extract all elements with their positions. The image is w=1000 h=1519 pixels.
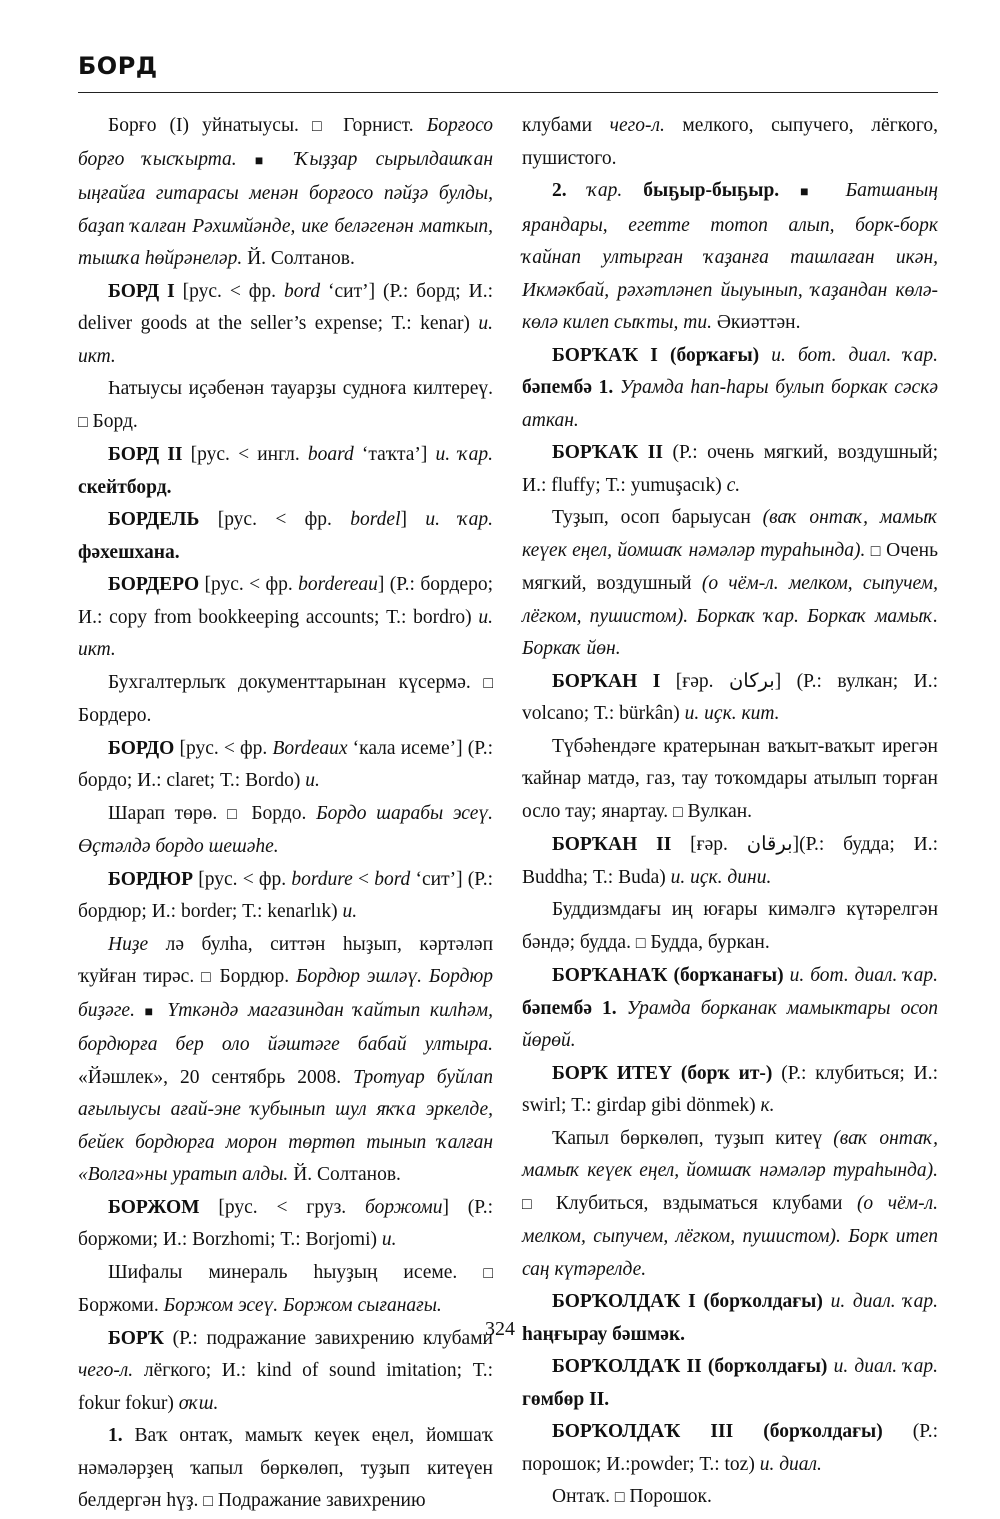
black-square-icon: ■ (254, 153, 277, 169)
entry-bordo: БОРДО [рус. < фр. Bordeaux ‘кала исеме’] (Р.: бордо; И.: claret; Т.: Bordo) и. (78, 737, 493, 791)
entry-bord-1: БОРД I [рус. < фр. bord ‘сит’] (Р.: борд; И.: deliver goods at the seller’s expense; Т.: kenar) и. икт. (78, 280, 493, 367)
headword: БОРҠАҠ I (борҡағы) (552, 344, 760, 366)
square-icon: □ (483, 674, 493, 692)
entry-bordel: БОРДЕЛЬ [рус. < фр. bordel] и. ҡар. фәхешхана. (78, 509, 493, 563)
entry-borkan-1: БОРҠАН I [ғәр. بركان] (Р.: вулкан; И.: volcano; Т.: bürkân) и. иҫк. кит. (522, 670, 938, 724)
square-icon: □ (614, 1489, 625, 1506)
running-header: БОРД (78, 52, 158, 80)
entry-definition: 2. ҡар. быҕыр-быҕыр. ■ Батшаның ярандары, егетте тотоп алып, борк-борк ҡайнап ултырған ҡаҙанға ташлаған икән, Икмәкбай, рәхәтләнеп йыуынып, ҡаҙандан көлә-көлә килеп сыҡты, ти. Әкиәттән. (522, 180, 939, 333)
headword: БОРДО (108, 737, 175, 759)
entry-borkan-2: БОРҠАН II [ғәр. برقان](Р.: будда; И.: Buddha; Т.: Buda) и. иҫк. дини. (522, 834, 938, 888)
entry-definition: Һатыусы иҫәбенән тауарҙы судноға килтереү. □ Борд. (78, 378, 493, 432)
entry-bord-2: БОРД II [рус. < ингл. board ‘таҡта’] и. ҡар. скейтборд. (78, 444, 493, 498)
headword: БОРҠ ИТЕҮ (борҡ ит-) (552, 1062, 773, 1084)
square-icon: □ (312, 118, 330, 135)
headword: БОРД II (108, 444, 183, 465)
headword: БОРДЕЛЬ (108, 509, 200, 530)
headword: БОРҠАН II (552, 834, 672, 855)
entry-text: Борғо (I) уйнатыусы. □ Горнист. Борғосо борғо ҡысҡырта. ■ Ҡыҙҙар сырылдашҡан ыңғайға гитарасы менән борғосо пәйҙә булды, баҙап ҡалған Рәхимйәнде, ике беләгенән маткып, тышҡа һөйрәнеләр. Й. Солтанов. (78, 115, 493, 269)
headword: БОРҠАН I (552, 670, 661, 692)
square-icon: □ (483, 1264, 493, 1282)
square-icon: □ (635, 934, 646, 952)
left-column (78, 110, 493, 1519)
header-rule (78, 92, 938, 93)
headword: БОРҠАНАҠ (борҡанағы) (552, 965, 784, 986)
arabic-etymon: بركان (728, 670, 775, 692)
entry-definition: Ниҙе лә булһа, ситтән һыҙып, кәртәләп ҡуйған тирәс. □ Бордюр. Бордюр эшләү. Бордюр биҙәге. ■ Үткәндә магазиндан ҡайтып килһәм, бордюрға бер оло йәштәге бабай ултыра. «Йәшлек», 20 сентябрь 2008. Тротуар буйлап ағылыусы ағай-эне ҡубынып шул яҡҡа эркелде, бейек бордюрға морон төртөп тынып ҡалған «Волга»ны уратып алды. Й. Солтанов. (78, 933, 493, 1185)
entry-definition: Онтаҡ. □ Порошок. (552, 1486, 712, 1507)
entry-borkoldak-3: БОРҠОЛДАҠ III (борҡолдағы) (Р.: порошок; И.:powder; Т.: toz) и. диал. (522, 1421, 938, 1475)
entry-bordyur: БОРДЮР [рус. < фр. bordure < bord ‘сит’] (Р.: бордюр; И.: border; Т.: kenarlık) и. (78, 868, 494, 922)
square-icon: □ (227, 805, 242, 823)
entry-definition: Шифалы минераль һыуҙың исеме. □ Боржоми. Боржом эсеү. Боржом сығанағы. (78, 1261, 493, 1316)
entry-borkak-2: БОРҠАҠ II (Р.: очень мягкий, воздушный; И.: fluffy; Т.: yumuşacık) с. (522, 442, 938, 496)
headword: БОРЖОМ (108, 1196, 200, 1218)
entry-definition: Түбәһендәге кратерынан ваҡыт-ваҡыт ирегән ҡайнар матдә, газ, тау тоҡомдары атылып торған осло тау; янартау. □ Вулкан. (522, 735, 938, 822)
entry-definition: Туҙып, осоп барыусан (ваҡ онтаҡ, мамыҡ кеүек еңел, йомшаҡ нәмәләр тураһында). □ Очень мягкий, воздушный (о чём-л. мелком, сыпучем, лёгком, пушистом). Боркаҡ ҡар. Боркаҡ мамыҡ. Боркаҡ йөн. (522, 507, 939, 659)
square-icon: □ (201, 969, 213, 986)
headword: БОРҠОЛДАҠ II (борҡолдағы) (552, 1356, 828, 1377)
entry-definition: Шарап төрө. □ Бордо. Бордо шарабы эсеү. Өҫтәлдә бордо шешәһе. (78, 802, 493, 857)
square-icon: □ (203, 1493, 213, 1510)
black-square-icon: ■ (800, 185, 825, 200)
headword: БОРДЮР (108, 868, 194, 890)
entry-text: клубами чего-л. мелкого, сыпучего, лёгкого, пушистого. (522, 115, 938, 169)
page-number: 324 (485, 1318, 515, 1340)
headword: БОРҠ (108, 1327, 164, 1349)
square-icon: □ (870, 542, 881, 560)
entry-borkanak: БОРҠАНАҠ (борҡанағы) и. бот. диал. ҡар. бәпембә 1. Урамда борканак мамыктары осоп йөрөй. (522, 965, 939, 1051)
entry-borkoldak-2: БОРҠОЛДАҠ II (борҡолдағы) и. диал. ҡар. гөмбөр II. (522, 1356, 938, 1410)
square-icon: □ (672, 803, 683, 821)
entry-borzhom: БОРЖОМ [рус. < груз. боржоми] (Р.: боржоми; И.: Borzhomi; Т.: Borjomi) и. (78, 1196, 493, 1250)
black-square-icon: ■ (144, 1004, 158, 1020)
square-icon: □ (522, 1195, 542, 1213)
entry-definition: 1. Ваҡ онтаҡ, мамыҡ кеүек еңел, йомшаҡ нәмәләрҙең ҡапыл бөркөлөп, туҙып китеүен белдергән һүҙ. □ Подражание завихрению (78, 1425, 493, 1511)
entry-bork-iteu: БОРҠ ИТЕҮ (борҡ ит-) (Р.: клубиться; И.: swirl; Т.: girdap gibi dönmek) к. (522, 1062, 938, 1116)
entry-bork: БОРҠ (Р.: подражание завихрению клубами чего-л. лёгкого; И.: kind of sound imitation; Т.: fokur fokur) оҡш. (78, 1327, 493, 1414)
right-column (522, 110, 938, 1515)
entry-borkak-1: БОРҠАҠ I (борҡағы) и. бот. диал. ҡар. бәпембә 1. Урамда һап-һары булып боркак сәскә аткан. (522, 344, 938, 431)
square-icon: □ (78, 413, 88, 431)
entry-bordero: БОРДЕРО [рус. < фр. bordereau] (Р.: бордеро; И.: copy from bookkeeping accounts; Т.: bordro) и. икт. (78, 574, 493, 660)
headword: БОРДЕРО (108, 574, 200, 595)
entry-borkoldak-1: БОРҠОЛДАҠ I (борҡолдағы) и. диал. ҡар. һаңғырау бәшмәк. (522, 1291, 939, 1345)
entry-definition: Ҡапыл бөркөлөп, туҙып китеү (ваҡ онтаҡ, мамыҡ кеүек еңел, йомшаҡ нәмәләр тураһында). □ Клубиться, вздыматься клубами (о чём-л. мелком, сыпучем, лёгком, пушистом). Борк итеп саң күтәрелде. (522, 1127, 939, 1280)
headword: БОРД I (108, 280, 175, 302)
entry-definition: Бухгалтерлыҡ документтарынан күсермә. □ Бордеро. (78, 671, 493, 726)
arabic-etymon: برقان (746, 834, 793, 855)
headword: БОРҠАҠ II (552, 442, 663, 463)
headword: БОРҠОЛДАҠ I (борҡолдағы) (552, 1291, 823, 1312)
entry-definition: Буддизмдағы иң юғары кимәлгә күтәрелгән бәндә; будда. □ Будда, буркан. (522, 899, 938, 953)
headword: БОРҠОЛДАҠ III (борҡолдағы) (552, 1421, 883, 1442)
